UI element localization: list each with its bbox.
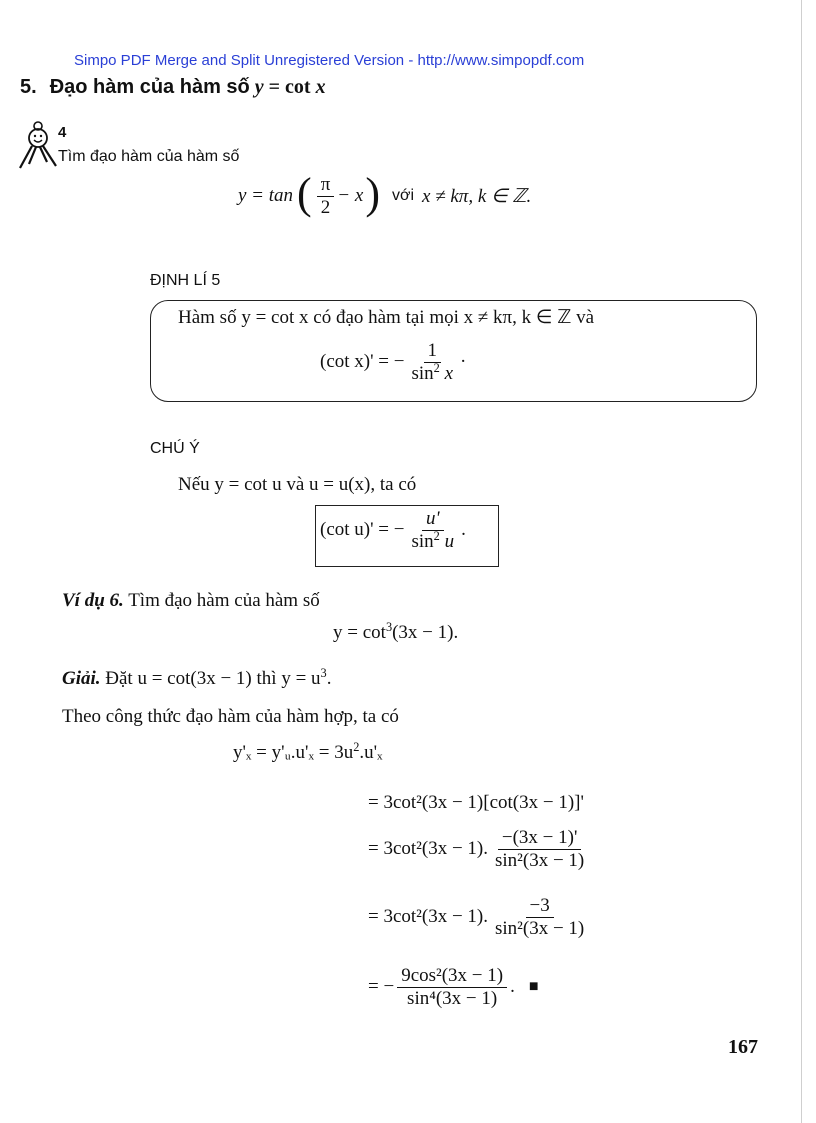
paren-close: ) — [365, 169, 380, 218]
theorem-fraction — [407, 341, 457, 384]
example-line — [62, 590, 320, 612]
activity-condition: x ≠ kπ, k ∈ ℤ. — [422, 185, 532, 207]
qed-square: ■ — [528, 978, 539, 996]
solution-step-2: = 3cot²(3x − 1)[cot(3x − 1)]' — [368, 792, 584, 813]
solution-label: Giải. — [62, 668, 101, 689]
step3-num: −(3x − 1)' — [498, 828, 582, 850]
step1-lhs: y'ₓ = y'ᵤ.u'ₓ = 3u — [233, 742, 354, 763]
solution-step-1 — [233, 742, 383, 764]
section-heading — [20, 76, 326, 99]
solution-line — [62, 668, 331, 690]
step3-pre: = 3cot²(3x − 1). — [368, 838, 488, 860]
example-expr-arg: (3x − 1). — [392, 622, 459, 643]
activity-prompt: Tìm đạo hàm của hàm số — [58, 148, 240, 165]
step5-fraction — [397, 966, 507, 1009]
step3-den: sin²(3x − 1) — [495, 849, 585, 871]
page-number: 167 — [728, 1036, 758, 1058]
step5-den: sin⁴(3x − 1) — [407, 987, 498, 1009]
step4-num: −3 — [526, 896, 554, 918]
step4-fraction — [491, 896, 588, 939]
watermark-text: Simpo PDF Merge and Split Unregistered Version - http://www.simpopdf.com — [74, 52, 585, 69]
step4-pre: = 3cot²(3x − 1). — [368, 906, 488, 928]
section-formula-eq: = cot — [263, 76, 316, 98]
section-title: Đạo hàm của hàm số — [49, 76, 250, 98]
theorem-den-var: x — [439, 362, 454, 384]
activity-frac-num: π — [317, 175, 335, 197]
solution-intro: Theo công thức đạo hàm của hàm hợp, ta có — [62, 706, 399, 727]
step3-fraction — [491, 828, 588, 871]
note-lhs: (cot u)' = − — [320, 519, 405, 541]
theorem-heading: ĐỊNH LÍ 5 — [150, 272, 221, 289]
solution-text-exp: 3 — [320, 666, 327, 681]
note-formula — [320, 509, 466, 552]
page-edge-line — [801, 0, 802, 1123]
activity-expr-lhs: y = tan — [238, 185, 294, 206]
note-heading: CHÚ Ý — [150, 440, 200, 457]
step1-exp: 2 — [353, 740, 360, 755]
theorem-lhs: (cot x)' = − — [320, 351, 405, 373]
example-expr-exp: 3 — [385, 620, 393, 635]
step5-end: . — [510, 976, 515, 998]
activity-minus-x: − x — [337, 185, 364, 206]
activity-expression — [238, 169, 532, 220]
section-number: 5. — [20, 76, 37, 98]
note-text: Nếu y = cot u và u = u(x), ta có — [178, 474, 417, 495]
note-frac-num: u' — [422, 509, 444, 531]
note-den-exp: 2 — [433, 529, 440, 544]
activity-figure-icon — [16, 118, 60, 170]
step5-pre: = − — [368, 976, 395, 998]
step4-den: sin²(3x − 1) — [495, 917, 585, 939]
theorem-den-base: sin — [411, 362, 434, 384]
activity-with-word: với — [391, 187, 415, 204]
theorem-statement: Hàm số y = cot x có đạo hàm tại mọi x ≠ kπ, k ∈ ℤ và — [178, 307, 595, 328]
section-formula-y: y — [254, 76, 264, 98]
solution-step-5 — [368, 966, 539, 1009]
example-text: Tìm đạo hàm của hàm số — [128, 590, 320, 611]
note-den-var: u — [439, 530, 455, 552]
solution-step-4 — [368, 896, 591, 939]
step1-rest: .u'ₓ — [359, 742, 383, 763]
step5-num: 9cos²(3x − 1) — [397, 966, 507, 988]
note-fraction — [407, 509, 458, 552]
solution-step-3 — [368, 828, 591, 871]
solution-text: Đặt u = cot(3x − 1) thì y = u — [105, 668, 321, 689]
theorem-end: · — [460, 351, 467, 373]
activity-number: 4 — [58, 124, 67, 141]
theorem-formula — [320, 341, 466, 384]
activity-fraction — [317, 175, 335, 218]
theorem-frac-num: 1 — [424, 341, 442, 363]
example-expression — [333, 622, 458, 644]
example-expr-base: y = cot — [333, 622, 386, 643]
example-label: Ví dụ 6. — [62, 590, 124, 611]
note-end: . — [461, 519, 466, 541]
note-den-base: sin — [411, 530, 434, 552]
paren-open: ( — [297, 169, 312, 218]
theorem-den-exp: 2 — [433, 361, 440, 376]
section-formula-x: x — [315, 76, 326, 98]
solution-text-end: . — [326, 668, 332, 689]
activity-frac-den: 2 — [320, 196, 331, 218]
